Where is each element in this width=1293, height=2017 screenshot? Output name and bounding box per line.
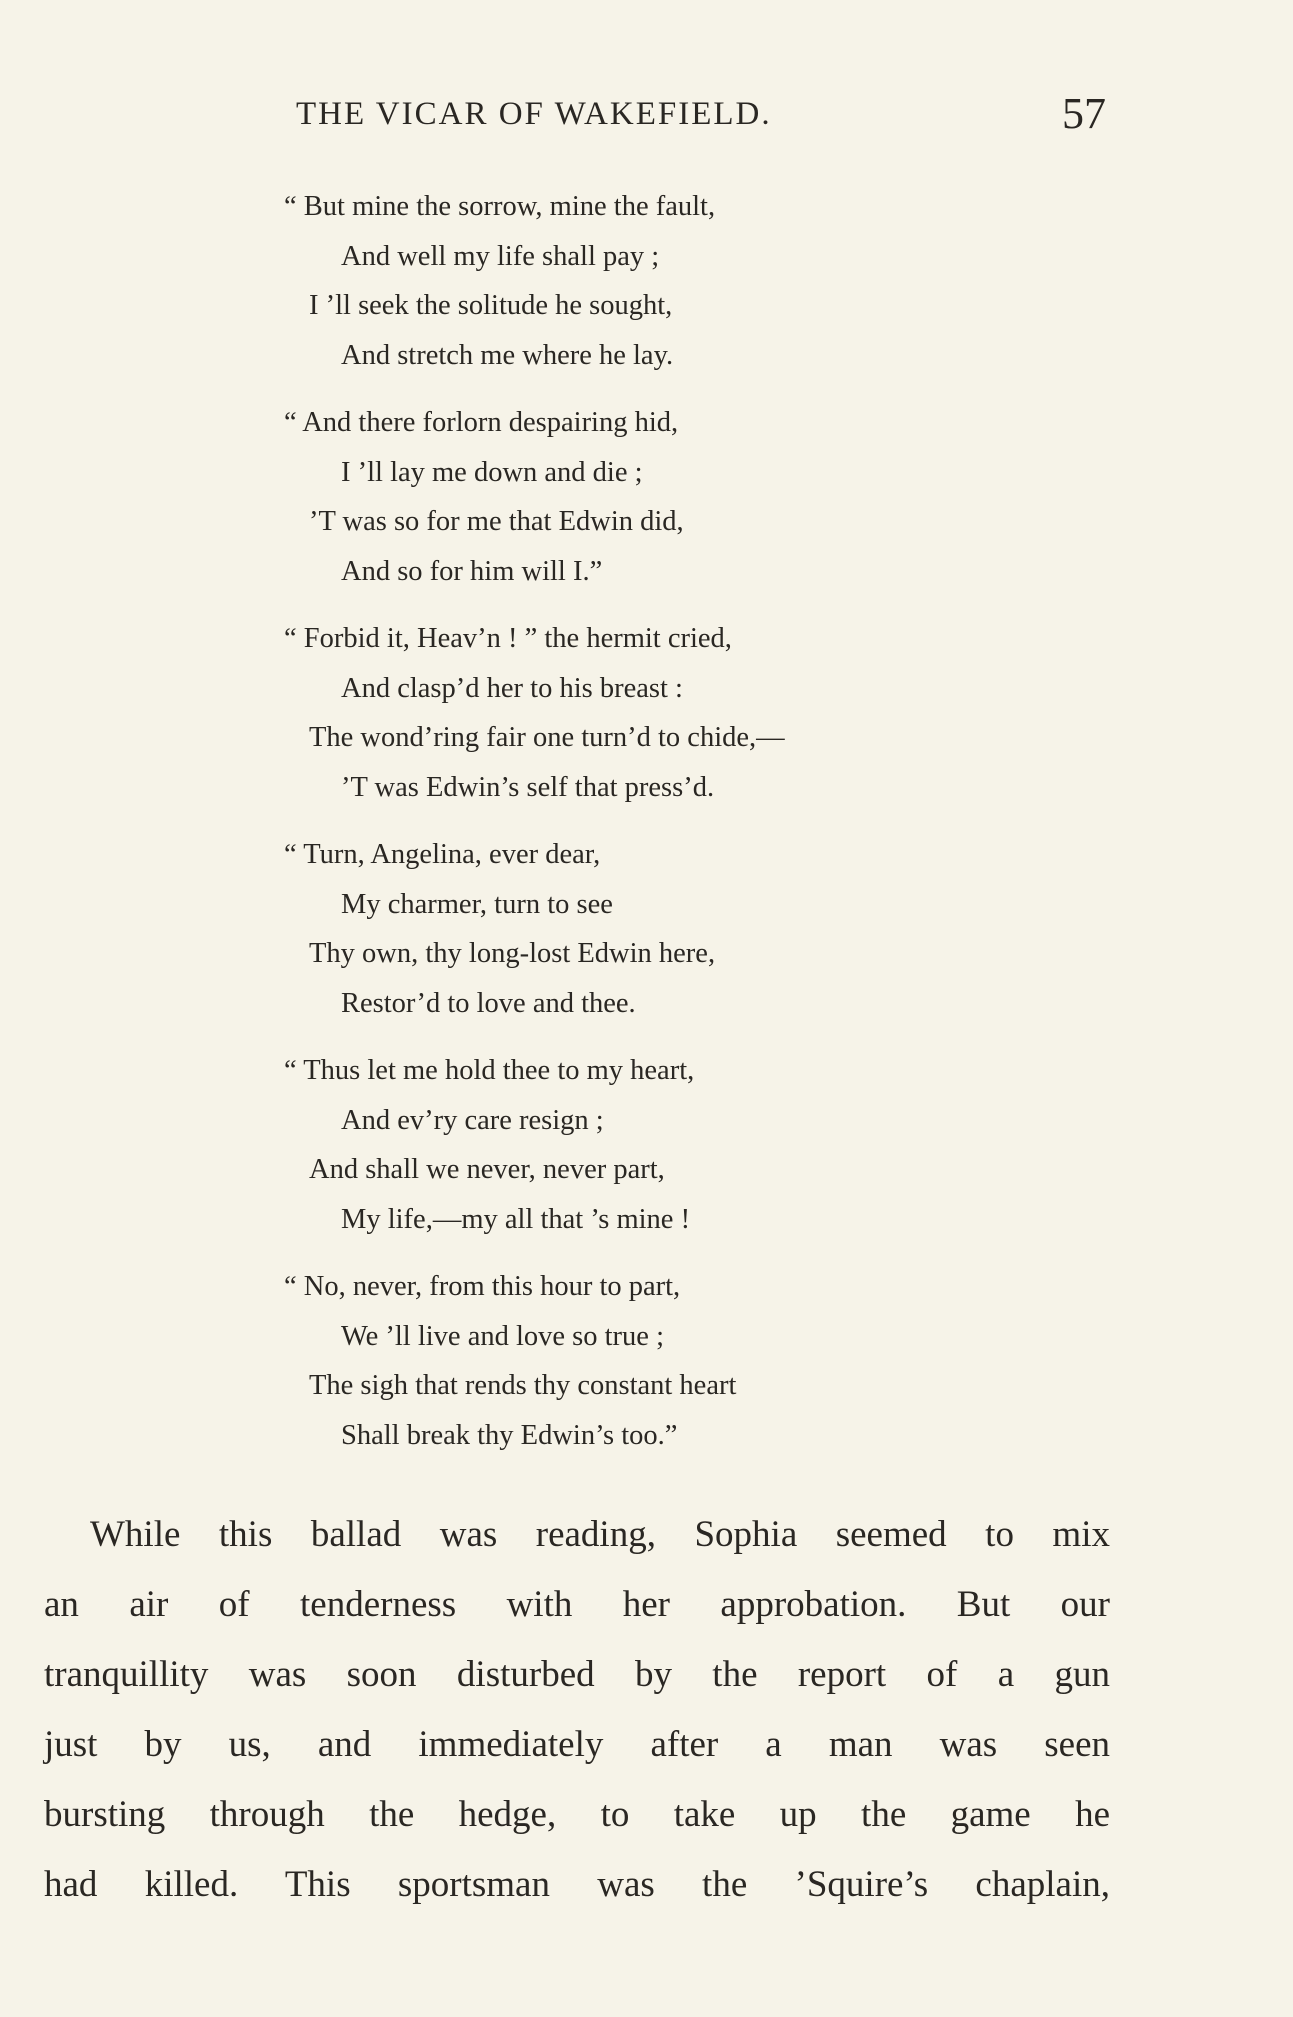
- poem-line: My life,—my all that ’s mine !: [341, 1203, 691, 1235]
- poem-line: And shall we never, never part,: [309, 1154, 665, 1185]
- poem-stanza: [0, 614, 1293, 812]
- poem-line: And well my life shall pay ;: [341, 240, 660, 272]
- poem-line: “ Forbid it, Heav’n ! ” the hermit cried,: [284, 623, 732, 654]
- poem-line: The sigh that rends thy constant heart: [309, 1370, 737, 1401]
- poem-line: My charmer, turn to see: [341, 888, 613, 920]
- ballad-poem: [0, 182, 1293, 1478]
- poem-line: “ No, never, from this hour to part,: [284, 1271, 681, 1302]
- poem-line: Thy own, thy long-lost Edwin here,: [309, 938, 716, 969]
- prose-line: bursting through the hedge, to take up the game he: [44, 1794, 1110, 1835]
- poem-line: I ’ll lay me down and die ;: [341, 456, 643, 488]
- prose-line: had killed. This sportsman was the ’Squire’s chaplain,: [44, 1864, 1110, 1905]
- running-title: THE VICAR OF WAKEFIELD.: [296, 96, 772, 132]
- poem-stanza: [0, 1262, 1293, 1460]
- prose-line: an air of tenderness with her approbation. But our: [44, 1584, 1110, 1625]
- poem-line: And ev’ry care resign ;: [341, 1104, 604, 1136]
- poem-line: “ Thus let me hold thee to my heart,: [284, 1055, 695, 1086]
- poem-line: And stretch me where he lay.: [341, 339, 674, 371]
- poem-line: “ Turn, Angelina, ever dear,: [284, 839, 601, 870]
- prose-line: While this ballad was reading, Sophia seemed to mix: [90, 1514, 1110, 1555]
- poem-line: “ And there forlorn despairing hid,: [284, 407, 679, 438]
- prose-line: tranquillity was soon disturbed by the report of a gun: [44, 1654, 1110, 1695]
- poem-line: I ’ll seek the solitude he sought,: [309, 290, 673, 321]
- page-header: [0, 88, 1293, 148]
- poem-line: ’T was so for me that Edwin did,: [309, 506, 684, 537]
- page-number: 57: [1062, 89, 1106, 138]
- poem-line: Shall break thy Edwin’s too.”: [341, 1419, 678, 1451]
- poem-line: We ’ll live and love so true ;: [341, 1320, 664, 1352]
- prose-line: just by us, and immediately after a man was seen: [44, 1724, 1110, 1765]
- prose-paragraph: [44, 1500, 1110, 1920]
- poem-line: ’T was Edwin’s self that press’d.: [341, 771, 715, 803]
- poem-line: “ But mine the sorrow, mine the fault,: [284, 191, 716, 222]
- poem-line: Restor’d to love and thee.: [341, 987, 636, 1019]
- poem-stanza: [0, 830, 1293, 1028]
- poem-stanza: [0, 1046, 1293, 1244]
- poem-line: And so for him will I.”: [341, 555, 603, 587]
- poem-line: And clasp’d her to his breast :: [341, 672, 683, 704]
- poem-line: The wond’ring fair one turn’d to chide,—: [309, 722, 785, 753]
- poem-stanza: [0, 182, 1293, 380]
- poem-stanza: [0, 398, 1293, 596]
